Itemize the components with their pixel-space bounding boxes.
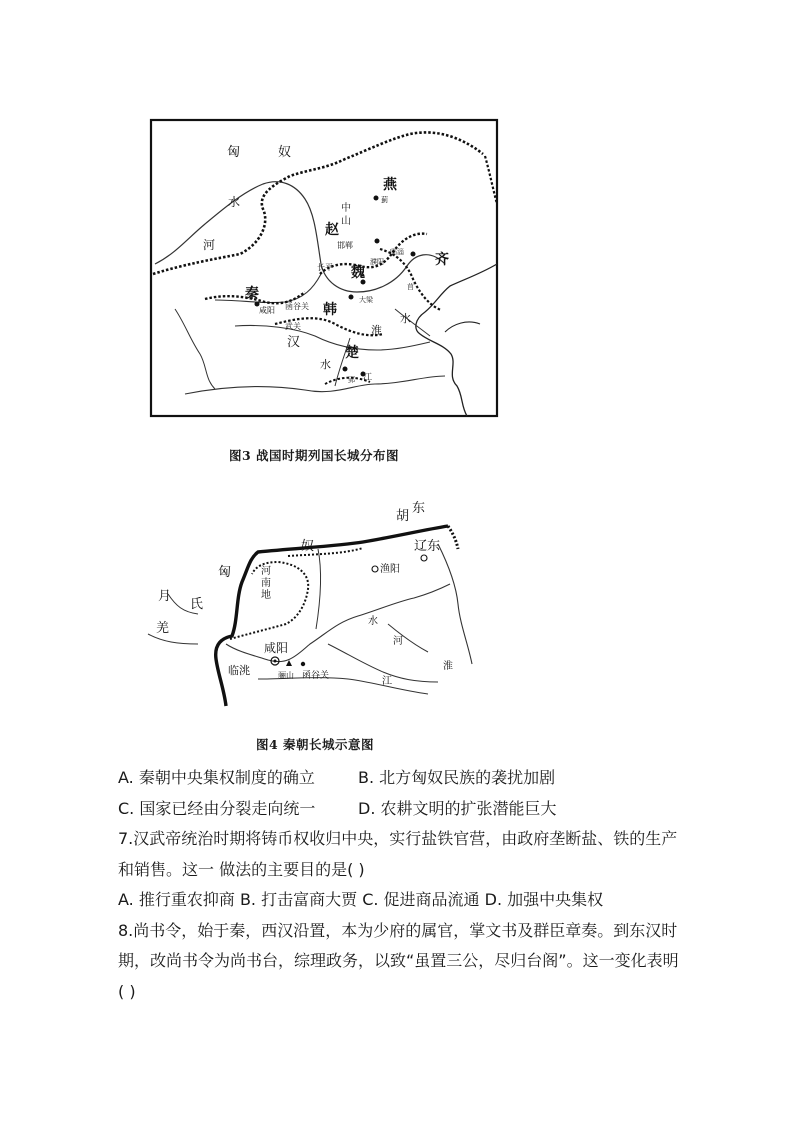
- q7-option-d[interactable]: D. 加强中央集权: [484, 890, 604, 909]
- map2-label-he: 河: [393, 636, 403, 647]
- map1-label-qi: 齐: [435, 252, 449, 268]
- map1-label-puyang: 濮阳: [370, 258, 384, 266]
- map2-label-liaodong: 辽东: [414, 539, 441, 554]
- q7-stem-line-1: 7.汉武帝统治时期将铸币权收归中央，实行盐铁官营，由政府垄断盐、铁的生产: [118, 829, 678, 848]
- map1-label-xianyang: 咸阳: [259, 306, 275, 315]
- map1-label-ying: 郢: [348, 376, 355, 384]
- map1-label-xiongnu1: 匈: [227, 145, 241, 160]
- map2-label-huai: 淮: [443, 661, 453, 672]
- map1-label-shui: 水: [228, 195, 241, 209]
- map1-caption: 图3 战国时期列国长城分布图: [229, 448, 400, 463]
- map2-label-hu: 胡: [396, 509, 410, 524]
- map2-label-dong: 东: [412, 501, 426, 516]
- map2-label-henandi-1: 河: [261, 566, 271, 577]
- map2-drawing: [138, 494, 474, 714]
- map2-label-lishan: 骊山: [278, 671, 294, 680]
- map1-label-xiongnu2: 奴: [278, 145, 292, 160]
- map1-label-shui3: 水: [320, 358, 331, 371]
- q6-option-c[interactable]: C. 国家已经由分裂走向统一: [118, 798, 316, 818]
- map1-label-zhao: 赵: [325, 222, 339, 238]
- map2-label-xiong: 匈: [218, 565, 232, 580]
- map1-label-he: 河: [203, 238, 216, 252]
- map2-label-shui: 水: [368, 616, 378, 627]
- map2-label-yue: 月: [158, 589, 172, 604]
- map2-label-yuyang: 渔阳: [380, 564, 400, 575]
- map1-label-huai: 淮: [371, 324, 382, 337]
- q7-option-a[interactable]: A. 推行重农抑商: [118, 890, 235, 909]
- map2-label-shi: 氏: [190, 597, 204, 612]
- q6-option-b[interactable]: B. 北方匈奴民族的袭扰加剧: [358, 768, 556, 787]
- map1-label-handan: 邯郸: [337, 241, 353, 250]
- q6-option-a[interactable]: A. 秦朝中央集权制度的确立: [118, 768, 315, 787]
- map2-caption: 图4 秦朝长城示意图: [256, 737, 375, 752]
- question-body: [118, 763, 688, 1007]
- map1-label-han: 韩: [323, 302, 337, 318]
- map2-label-lintao: 临洮: [228, 664, 250, 677]
- q8-stem-line-1: 8.尚书令，始于秦，西汉沿置，本为少府的属官，掌文书及群臣章奏。到东汉时: [118, 920, 678, 940]
- map2-label-xianyang: 咸阳: [264, 641, 289, 655]
- map2-label-jiang: 江: [382, 676, 392, 687]
- map1-label-hanshui: 汉: [287, 335, 301, 350]
- map1-label-chu: 楚: [345, 345, 359, 361]
- map1-drawing: [145, 114, 501, 420]
- warring-states-wall-map: [145, 114, 501, 420]
- q7-stem-line-2: 和销售。这一 做法的主要目的是( ): [118, 859, 365, 879]
- qin-great-wall-map: [138, 494, 474, 714]
- map1-label-jiang: 江: [363, 373, 373, 383]
- map2-label-henandi-3: 地: [261, 590, 271, 601]
- map1-label-changping: 长平: [317, 263, 333, 272]
- map1-label-shui2: 水: [400, 312, 411, 325]
- q8-stem-line-2: 期，改尚书令为尚书台，综理政务，以致“虽置三公，尽归台阁”。这一变化表明: [118, 951, 679, 970]
- q6-option-d[interactable]: D. 农耕文明的扩张潜能巨大: [358, 798, 557, 818]
- q7-option-b[interactable]: B. 打击富商大贾: [239, 890, 358, 909]
- map1-label-yan: 燕: [383, 177, 397, 193]
- map1-label-zhongshan-1: 中: [341, 203, 351, 214]
- map2-label-hanguguan: 函谷关: [302, 671, 330, 681]
- map1-label-linzi: 临淄: [390, 248, 404, 256]
- map1-label-hanguguan: 函谷关: [285, 302, 309, 311]
- q8-answer-blank: ( ): [118, 981, 136, 1001]
- q7-options-row: [118, 885, 688, 916]
- map2-label-henandi-2: 南: [261, 578, 271, 589]
- map1-label-ju: 莒: [407, 283, 414, 291]
- q6-options-row-1: [118, 763, 688, 794]
- q6-options-row-2: [118, 794, 688, 825]
- map1-label-daliang: 大梁: [359, 296, 373, 304]
- map1-label-zhongshan-2: 山: [341, 216, 351, 227]
- map1-label-ji: 蓟: [381, 196, 388, 204]
- map1-label-qin: 秦: [245, 286, 259, 302]
- map2-label-nu: 奴: [301, 539, 315, 554]
- map1-label-wei: 魏: [351, 265, 365, 281]
- q7-option-c[interactable]: C. 促进商品流通: [362, 890, 480, 909]
- map2-label-qiang: 羌: [156, 621, 170, 636]
- map1-label-wuguan: 武关: [285, 322, 301, 331]
